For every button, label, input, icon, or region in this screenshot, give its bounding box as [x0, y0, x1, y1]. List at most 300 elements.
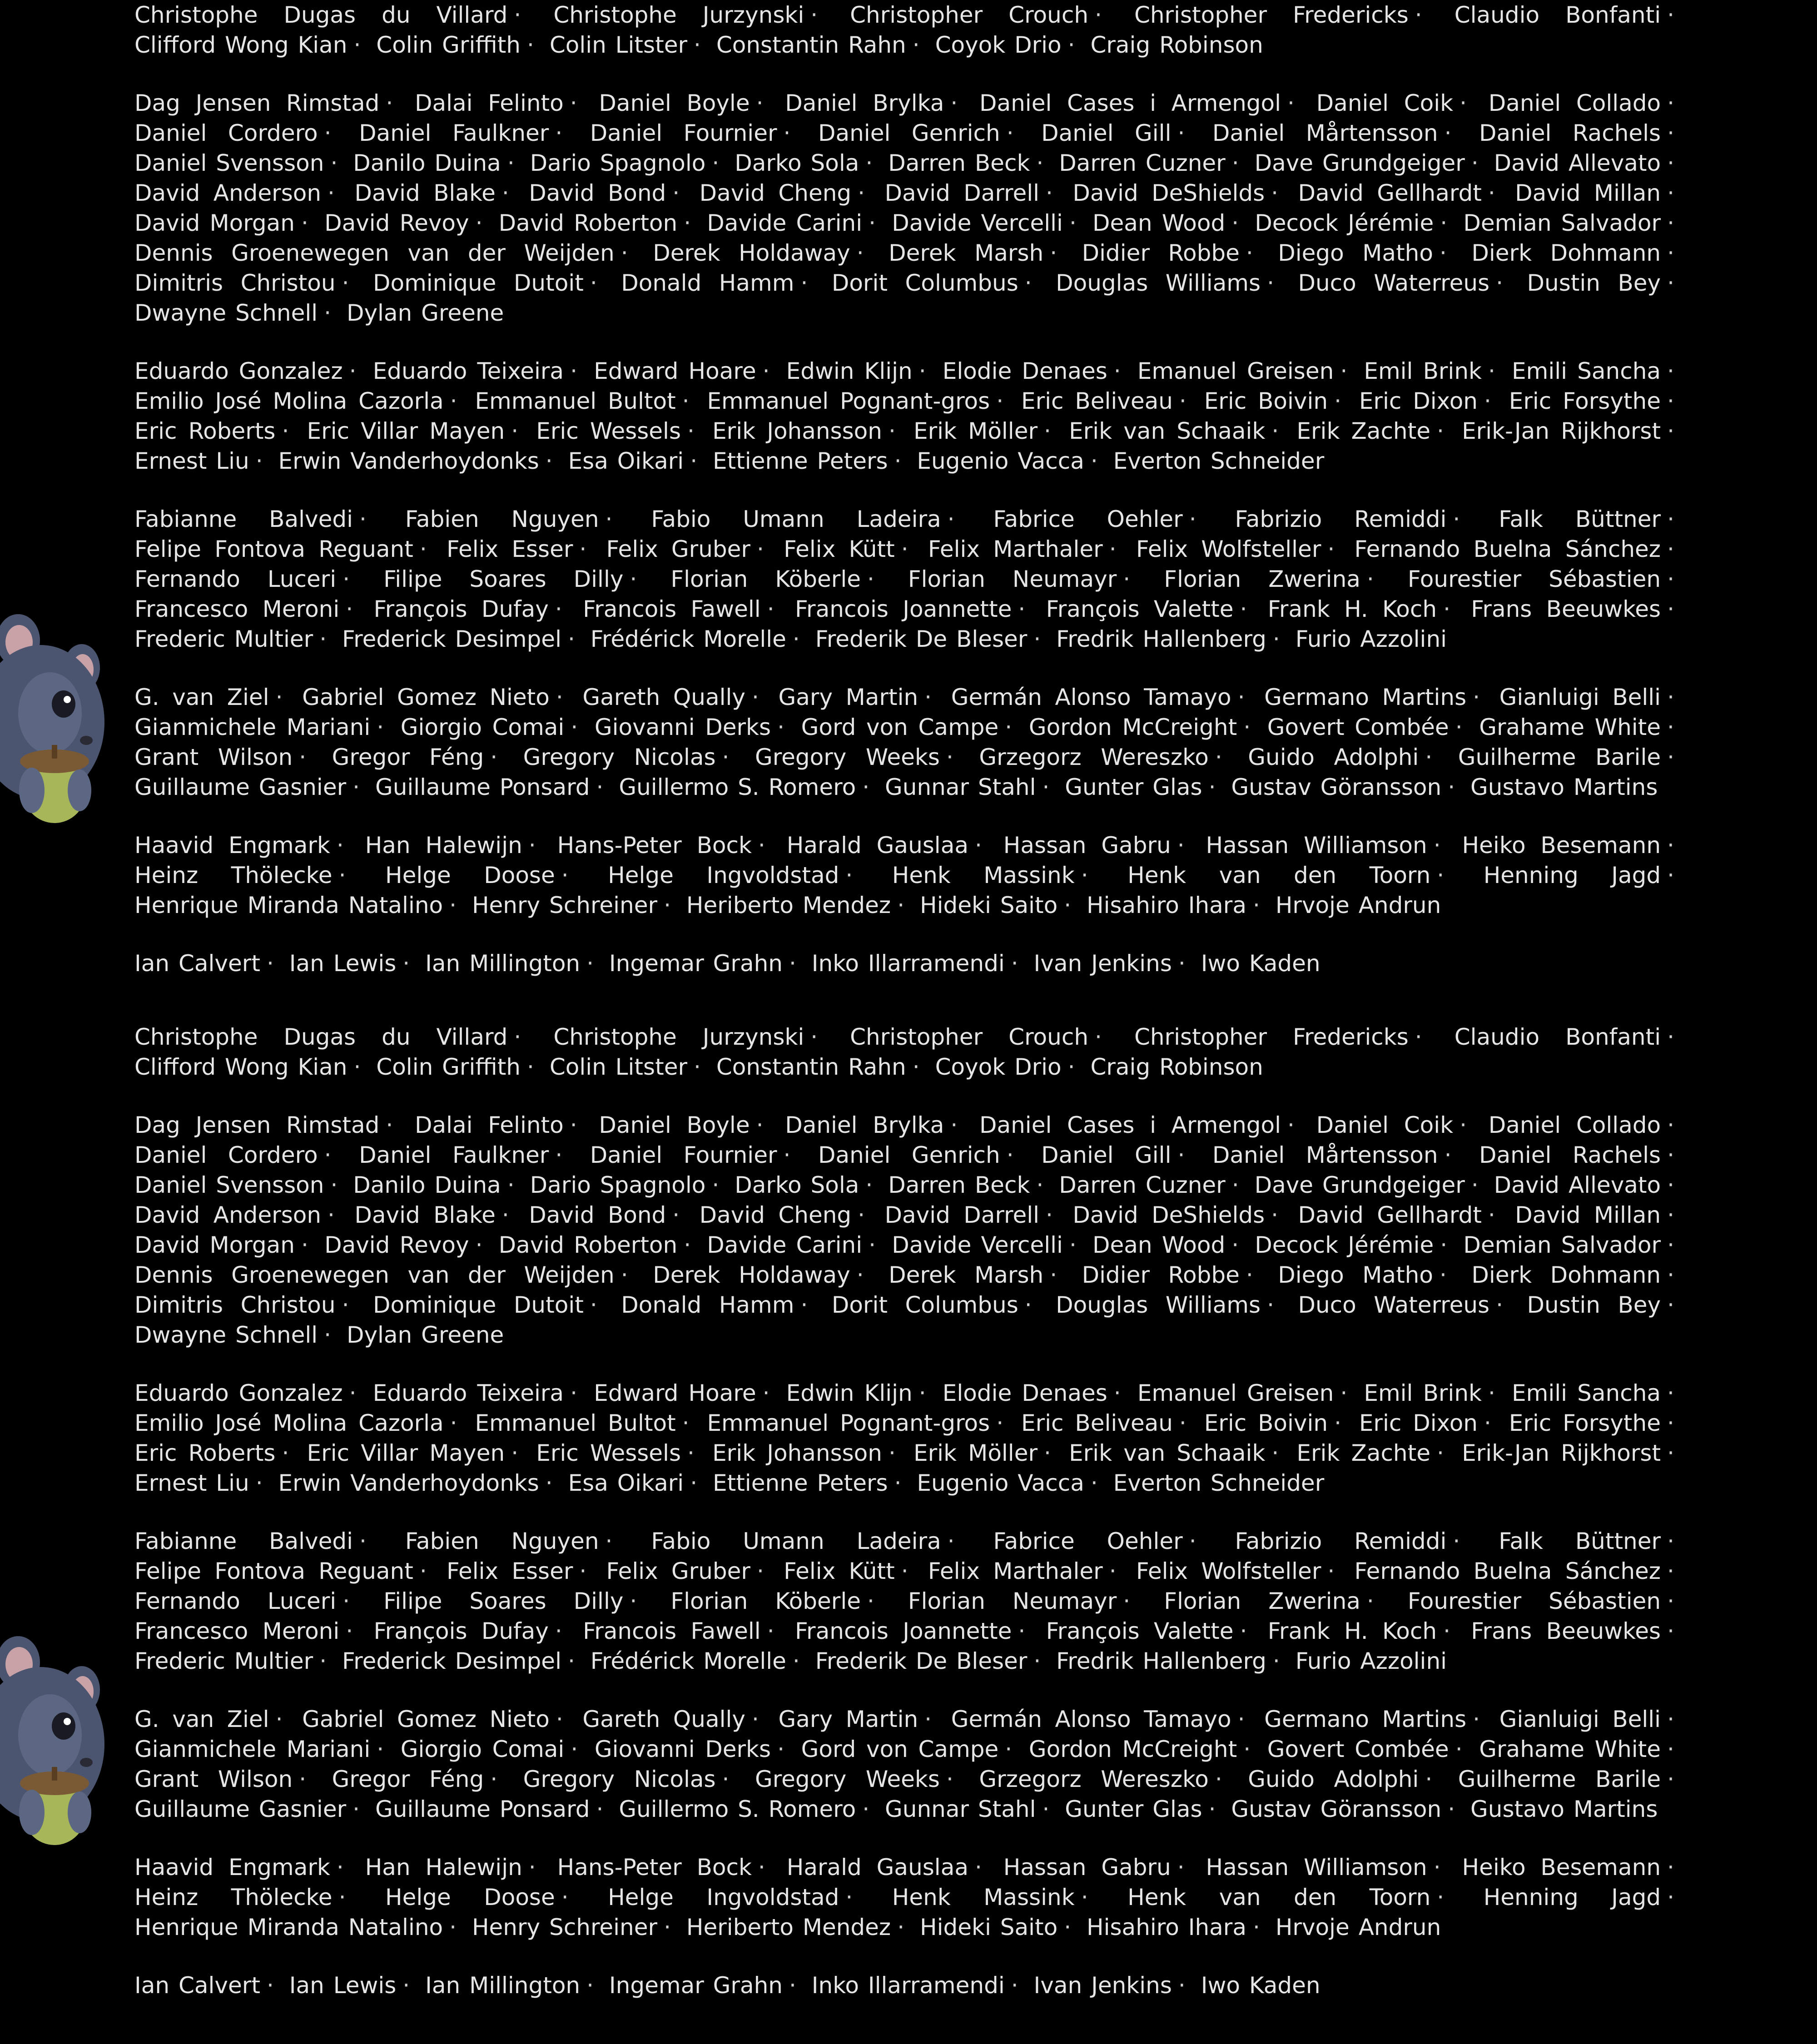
name-separator: · — [346, 596, 353, 622]
credit-name: Dimitris Christou — [134, 1292, 336, 1318]
credit-name: Constantin Rahn — [716, 32, 906, 58]
credit-name: Gary Martin — [778, 1706, 918, 1732]
name-separator: · — [1667, 1558, 1674, 1584]
name-separator: · — [800, 1292, 808, 1318]
name-separator: · — [1340, 1380, 1348, 1406]
credit-name: David DeShields — [1072, 180, 1265, 206]
credit-name: Henk van den Toorn — [1127, 1884, 1431, 1910]
credit-name: Colin Litster — [549, 32, 688, 58]
name-separator: · — [1448, 774, 1455, 800]
credit-name: Emanuel Greisen — [1137, 1380, 1334, 1406]
credits-group-f — [134, 1526, 1681, 1676]
credit-name: David Morgan — [134, 210, 295, 236]
credit-name: Dave Grundgeiger — [1254, 1172, 1465, 1198]
credit-name: Esa Oikari — [568, 1470, 684, 1496]
name-separator: · — [1123, 1588, 1131, 1614]
credit-name: Felix Esser — [446, 1558, 573, 1584]
credit-name: Gianluigi Belli — [1499, 684, 1661, 710]
name-separator: · — [1471, 150, 1479, 176]
credit-name: Dierk Dohmann — [1471, 240, 1661, 266]
name-separator: · — [1179, 1410, 1187, 1436]
name-separator: · — [377, 1736, 384, 1762]
name-separator: · — [756, 1558, 764, 1584]
name-separator: · — [605, 506, 613, 532]
name-separator: · — [1667, 1440, 1674, 1466]
name-separator: · — [845, 1884, 853, 1910]
credit-name: Emil Brink — [1364, 1380, 1482, 1406]
name-separator: · — [1113, 1380, 1121, 1406]
credit-name: Heinz Thölecke — [134, 862, 333, 888]
name-separator: · — [528, 1854, 536, 1880]
name-separator: · — [570, 1112, 577, 1138]
name-separator: · — [1667, 120, 1674, 146]
name-separator: · — [511, 418, 519, 444]
credit-name: François Dufay — [373, 1618, 549, 1644]
name-separator: · — [490, 744, 498, 770]
credit-name: Felipe Fontova Reguant — [134, 1558, 413, 1584]
credit-name: Florian Neumayr — [908, 566, 1117, 592]
name-separator: · — [630, 1588, 637, 1614]
name-separator: · — [1667, 1142, 1674, 1168]
credit-name: Heiko Besemann — [1462, 1854, 1661, 1880]
name-separator: · — [338, 862, 346, 888]
name-separator: · — [947, 1528, 955, 1554]
credit-name: Christopher Crouch — [850, 2, 1089, 28]
name-separator: · — [924, 684, 932, 710]
credit-name: Heriberto Mendez — [686, 1914, 891, 1940]
name-separator: · — [1189, 1528, 1196, 1554]
credit-name: David Cheng — [699, 1202, 852, 1228]
credit-name: Henrique Miranda Natalino — [134, 892, 443, 918]
name-separator: · — [1253, 1914, 1260, 1940]
name-separator: · — [449, 892, 457, 918]
credit-name: Donald Hamm — [621, 1292, 794, 1318]
credit-name: Daniel Collado — [1488, 1112, 1661, 1138]
credit-name: Christopher Crouch — [850, 1024, 1089, 1050]
name-separator: · — [555, 1142, 563, 1168]
name-separator: · — [343, 1588, 350, 1614]
name-separator: · — [1050, 240, 1057, 266]
credit-name: Gustav Göransson — [1231, 774, 1442, 800]
name-separator: · — [514, 1024, 521, 1050]
credit-name: Hassan Williamson — [1206, 1854, 1427, 1880]
name-separator: · — [386, 90, 393, 116]
name-separator: · — [1453, 506, 1460, 532]
name-separator: · — [1471, 1172, 1479, 1198]
credit-name: Fabio Umann Ladeira — [651, 1528, 941, 1554]
credit-name: Gustav Göransson — [1231, 1796, 1442, 1822]
name-separator: · — [1272, 626, 1280, 652]
credit-name: Eric Wessels — [536, 418, 681, 444]
name-separator: · — [419, 1558, 427, 1584]
credit-name: Germán Alonso Tamayo — [951, 684, 1231, 710]
credit-name: Ernest Liu — [134, 448, 249, 474]
credit-name: David Anderson — [134, 1202, 322, 1228]
credit-name: Gianmichele Mariani — [134, 1736, 371, 1762]
name-separator: · — [690, 1470, 698, 1496]
credit-name: Erik-Jan Rijkhorst — [1462, 1440, 1661, 1466]
credit-name: Everton Schneider — [1113, 1470, 1325, 1496]
name-separator: · — [862, 774, 870, 800]
credit-name: Florian Neumayr — [908, 1588, 1117, 1614]
name-separator: · — [1460, 90, 1467, 116]
credit-name: David Gellhardt — [1298, 180, 1482, 206]
name-separator: · — [1425, 1766, 1433, 1792]
credit-name: Daniel Collado — [1488, 90, 1661, 116]
name-separator: · — [950, 1112, 958, 1138]
credit-name: Coyok Drio — [935, 1054, 1062, 1080]
name-separator: · — [897, 892, 905, 918]
name-separator: · — [1024, 270, 1032, 296]
credit-name: Ingemar Grahn — [609, 950, 783, 977]
credit-name: Gunter Glas — [1065, 1796, 1202, 1822]
name-separator: · — [1189, 506, 1196, 532]
name-separator: · — [319, 1648, 327, 1674]
credit-name: David DeShields — [1072, 1202, 1265, 1228]
name-separator: · — [299, 1766, 307, 1792]
name-separator: · — [1667, 270, 1675, 296]
credit-name: Diego Matho — [1278, 240, 1433, 266]
name-separator: · — [1667, 1202, 1674, 1228]
credit-name: Daniel Svensson — [134, 1172, 324, 1198]
name-separator: · — [377, 714, 384, 740]
name-separator: · — [862, 1796, 870, 1822]
credit-name: Eric Wessels — [536, 1440, 681, 1466]
credits-group-g — [134, 1704, 1681, 1824]
credit-name: Frederic Multier — [134, 1648, 313, 1674]
credit-name: Decock Jérémie — [1255, 1232, 1434, 1258]
credit-name: Daniel Rachels — [1479, 1142, 1661, 1168]
name-separator: · — [1011, 950, 1018, 977]
name-separator: · — [1178, 950, 1186, 977]
credit-name: Emmanuel Bultot — [475, 388, 676, 414]
credit-name: David Revoy — [324, 1232, 469, 1258]
credit-name: Fabien Nguyen — [405, 506, 599, 532]
credit-name: Dustin Bey — [1527, 1292, 1661, 1318]
credit-name: Dorit Columbus — [831, 1292, 1018, 1318]
name-separator: · — [527, 32, 534, 58]
name-separator: · — [338, 1884, 346, 1910]
name-separator: · — [349, 1380, 357, 1406]
name-separator: · — [1109, 1558, 1117, 1584]
name-separator: · — [449, 1914, 457, 1940]
name-separator: · — [1444, 1142, 1452, 1168]
name-separator: · — [946, 744, 953, 770]
credit-name: Hans-Peter Bock — [557, 832, 752, 858]
name-separator: · — [336, 1854, 344, 1880]
name-separator: · — [756, 90, 764, 116]
credit-name: Diego Matho — [1278, 1262, 1433, 1288]
credit-name: Gustavo Martins — [1470, 1796, 1658, 1822]
name-separator: · — [507, 150, 515, 176]
credit-name: Henry Schreiner — [472, 892, 658, 918]
credit-name: Dwayne Schnell — [134, 1322, 318, 1348]
credit-name: Harald Gauslaa — [786, 1854, 968, 1880]
name-separator: · — [996, 1410, 1004, 1436]
name-separator: · — [1667, 862, 1674, 888]
name-separator: · — [974, 832, 982, 858]
name-separator: · — [1667, 1618, 1674, 1644]
credit-name: Darren Beck — [888, 1172, 1030, 1198]
credit-name: David Revoy — [324, 210, 469, 236]
name-separator: · — [950, 90, 958, 116]
name-separator: · — [1415, 2, 1422, 28]
name-separator: · — [1243, 1736, 1251, 1762]
name-separator: · — [605, 1528, 613, 1554]
credit-name: Dario Spagnolo — [530, 1172, 706, 1198]
credit-name: Henrique Miranda Natalino — [134, 1914, 443, 1940]
name-separator: · — [783, 1142, 791, 1168]
credits-page-bottom — [0, 1022, 1817, 2044]
credit-name: Han Halewijn — [365, 1854, 522, 1880]
name-separator: · — [858, 180, 865, 206]
name-separator: · — [1267, 270, 1274, 296]
credit-name: Eric Roberts — [134, 418, 276, 444]
credit-name: Falk Büttner — [1499, 506, 1661, 532]
name-separator: · — [1667, 180, 1674, 206]
credit-name: Eugenio Vacca — [917, 448, 1084, 474]
name-separator: · — [490, 1766, 498, 1792]
credit-name: Francois Fawell — [583, 596, 761, 622]
credit-name: Guillaume Ponsard — [375, 774, 590, 800]
name-separator: · — [1667, 596, 1674, 622]
credit-name: Germano Martins — [1264, 1706, 1467, 1732]
credit-name: Guillermo S. Romero — [619, 774, 856, 800]
credit-name: Henning Jagd — [1483, 1884, 1661, 1910]
credit-name: Frederik De Bleser — [815, 1648, 1028, 1674]
name-separator: · — [255, 448, 263, 474]
name-separator: · — [336, 832, 344, 858]
credit-name: Erik Johansson — [712, 418, 882, 444]
name-separator: · — [810, 1024, 818, 1050]
name-separator: · — [767, 596, 774, 622]
name-separator: · — [630, 566, 637, 592]
mouse-mascot-icon — [0, 1631, 104, 1867]
name-separator: · — [1069, 210, 1077, 236]
name-separator: · — [319, 626, 327, 652]
name-separator: · — [475, 210, 483, 236]
name-separator: · — [571, 714, 578, 740]
name-separator: · — [501, 1202, 509, 1228]
credit-name: Gianluigi Belli — [1499, 1706, 1661, 1732]
name-separator: · — [299, 744, 307, 770]
credit-name: Daniel Gill — [1041, 1142, 1172, 1168]
credit-name: Fernando Buelna Sánchez — [1354, 536, 1661, 562]
credit-name: David Bond — [529, 1202, 666, 1228]
name-separator: · — [1237, 1706, 1245, 1732]
name-separator: · — [897, 1914, 905, 1940]
credit-name: Francesco Meroni — [134, 596, 340, 622]
credit-name: Falk Büttner — [1499, 1528, 1661, 1554]
credit-name: Frans Beeuwkes — [1471, 1618, 1661, 1644]
name-separator: · — [1439, 1262, 1447, 1288]
credit-name: Francois Joannette — [794, 1618, 1012, 1644]
name-separator: · — [1018, 596, 1026, 622]
credit-name: Daniel Fournier — [590, 120, 777, 146]
name-separator: · — [1231, 210, 1239, 236]
name-separator: · — [567, 1648, 575, 1674]
credit-name: Emili Sancha — [1512, 358, 1661, 384]
name-separator: · — [777, 1736, 784, 1762]
credit-name: Hisahiro Ihara — [1087, 1914, 1246, 1940]
name-separator: · — [687, 1440, 695, 1466]
name-separator: · — [690, 448, 698, 474]
credit-name: Elodie Denaes — [942, 358, 1107, 384]
name-separator: · — [869, 210, 876, 236]
name-separator: · — [1473, 1706, 1480, 1732]
credit-name: Fourestier Sébastien — [1407, 566, 1661, 592]
credit-name: Emanuel Greisen — [1137, 358, 1334, 384]
credits-group-e — [134, 1378, 1681, 1498]
name-separator: · — [561, 1884, 569, 1910]
credit-name: Inko Illarramendi — [811, 950, 1005, 977]
credit-name: Fabien Nguyen — [405, 1528, 599, 1554]
credit-name: Fernando Luceri — [134, 566, 337, 592]
name-separator: · — [1443, 1618, 1450, 1644]
name-separator: · — [301, 1232, 308, 1258]
name-separator: · — [586, 950, 594, 977]
name-separator: · — [1667, 714, 1674, 740]
name-separator: · — [590, 1292, 597, 1318]
name-separator: · — [751, 1706, 759, 1732]
name-separator: · — [756, 1112, 764, 1138]
name-separator: · — [901, 1558, 908, 1584]
credit-name: Guillaume Gasnier — [134, 1796, 347, 1822]
name-separator: · — [1243, 714, 1251, 740]
credits-group-c — [134, 1022, 1681, 1082]
credit-name: Fredrik Hallenberg — [1056, 1648, 1266, 1674]
name-separator: · — [1179, 388, 1187, 414]
credit-name: Eric Roberts — [134, 1440, 276, 1466]
credit-name: Gregory Weeks — [755, 744, 940, 770]
name-separator: · — [1667, 1766, 1674, 1792]
credit-name: Duco Waterreus — [1298, 270, 1490, 296]
name-separator: · — [342, 270, 349, 296]
name-separator: · — [1440, 1232, 1448, 1258]
credit-name: Giovanni Derks — [594, 714, 771, 740]
credit-name: Eugenio Vacca — [917, 1470, 1084, 1496]
credit-name: Daniel Gill — [1041, 120, 1172, 146]
name-separator: · — [1667, 744, 1674, 770]
credit-name: Darren Beck — [888, 150, 1030, 176]
name-separator: · — [1231, 1232, 1239, 1258]
credit-name: Guilherme Barile — [1458, 744, 1661, 770]
credit-name: Florian Zwerina — [1164, 1588, 1360, 1614]
name-separator: · — [596, 1796, 604, 1822]
credit-name: Erik van Schaaik — [1069, 418, 1266, 444]
name-separator: · — [1271, 1440, 1279, 1466]
credit-name: Daniel Cases i Armengol — [979, 1112, 1281, 1138]
name-separator: · — [1433, 1854, 1441, 1880]
name-separator: · — [918, 358, 926, 384]
name-separator: · — [1044, 418, 1051, 444]
credit-name: Fernando Buelna Sánchez — [1354, 1558, 1661, 1584]
name-separator: · — [783, 120, 791, 146]
credit-name: Frederick Desimpel — [342, 626, 561, 652]
credit-name: Daniel Boyle — [599, 1112, 750, 1138]
credit-name: Christopher Fredericks — [1134, 2, 1409, 28]
credit-name: David Allevato — [1494, 150, 1661, 176]
name-separator: · — [353, 1054, 361, 1080]
name-separator: · — [507, 1172, 515, 1198]
name-separator: · — [561, 862, 569, 888]
credit-name: Haavid Engmark — [134, 1854, 330, 1880]
name-separator: · — [1237, 684, 1245, 710]
credit-name: Felipe Fontova Reguant — [134, 536, 413, 562]
name-separator: · — [511, 1440, 519, 1466]
name-separator: · — [349, 358, 357, 384]
credit-name: Eric Forsythe — [1509, 388, 1661, 414]
credit-name: Daniel Brylka — [785, 1112, 944, 1138]
credit-name: Erik Zachte — [1296, 418, 1430, 444]
credit-name: Dorit Columbus — [831, 270, 1018, 296]
name-separator: · — [1208, 1796, 1216, 1822]
name-separator: · — [353, 32, 361, 58]
name-separator: · — [1667, 1380, 1674, 1406]
name-separator: · — [856, 1262, 864, 1288]
name-separator: · — [684, 1232, 691, 1258]
name-separator: · — [1069, 1232, 1077, 1258]
credit-name: Daniel Coik — [1316, 1112, 1454, 1138]
name-separator: · — [1667, 1854, 1674, 1880]
name-separator: · — [1033, 1648, 1041, 1674]
credit-name: Claudio Bonfanti — [1454, 2, 1661, 28]
name-separator: · — [1667, 506, 1674, 532]
credits-group-h — [134, 1852, 1681, 1942]
name-separator: · — [789, 1972, 796, 1999]
name-separator: · — [1327, 536, 1335, 562]
name-separator: · — [1437, 1440, 1444, 1466]
credit-name: Daniel Genrich — [818, 120, 1000, 146]
credit-name: Henk Massink — [892, 1884, 1075, 1910]
name-separator: · — [570, 1380, 577, 1406]
credit-name: Colin Litster — [549, 1054, 688, 1080]
credit-name: Demian Salvador — [1463, 210, 1661, 236]
credit-name: Edwin Klijn — [786, 358, 913, 384]
credit-name: Erik Möller — [913, 418, 1038, 444]
credit-name: Didier Robbe — [1082, 240, 1240, 266]
credit-name: Dario Spagnolo — [530, 150, 706, 176]
name-separator: · — [1443, 596, 1450, 622]
name-separator: · — [1215, 1766, 1222, 1792]
name-separator: · — [1667, 210, 1674, 236]
credit-name: Florian Köberle — [670, 566, 861, 592]
name-separator: · — [450, 388, 457, 414]
name-separator: · — [1109, 536, 1117, 562]
credit-name: Dennis Groenewegen van der Weijden — [134, 1262, 615, 1288]
credit-name: Didier Robbe — [1082, 1262, 1240, 1288]
name-separator: · — [359, 506, 367, 532]
name-separator: · — [596, 774, 604, 800]
credit-name: Giorgio Comai — [400, 714, 565, 740]
credit-name: François Valette — [1046, 1618, 1234, 1644]
credit-name: Daniel Mårtensson — [1212, 1142, 1438, 1168]
credit-name: G. van Ziel — [134, 684, 269, 710]
name-separator: · — [1067, 32, 1075, 58]
name-separator: · — [694, 32, 701, 58]
name-separator: · — [1667, 1736, 1674, 1762]
credit-name: Gustavo Martins — [1470, 774, 1658, 800]
credit-name: David Gellhardt — [1298, 1202, 1482, 1228]
credit-name: Eduardo Gonzalez — [134, 358, 343, 384]
name-separator: · — [888, 1440, 896, 1466]
name-separator: · — [792, 1648, 800, 1674]
credit-name: Gianmichele Mariani — [134, 714, 371, 740]
name-separator: · — [1437, 418, 1444, 444]
name-separator: · — [946, 1766, 953, 1792]
credit-name: Dave Grundgeiger — [1254, 150, 1465, 176]
name-separator: · — [579, 1558, 587, 1584]
